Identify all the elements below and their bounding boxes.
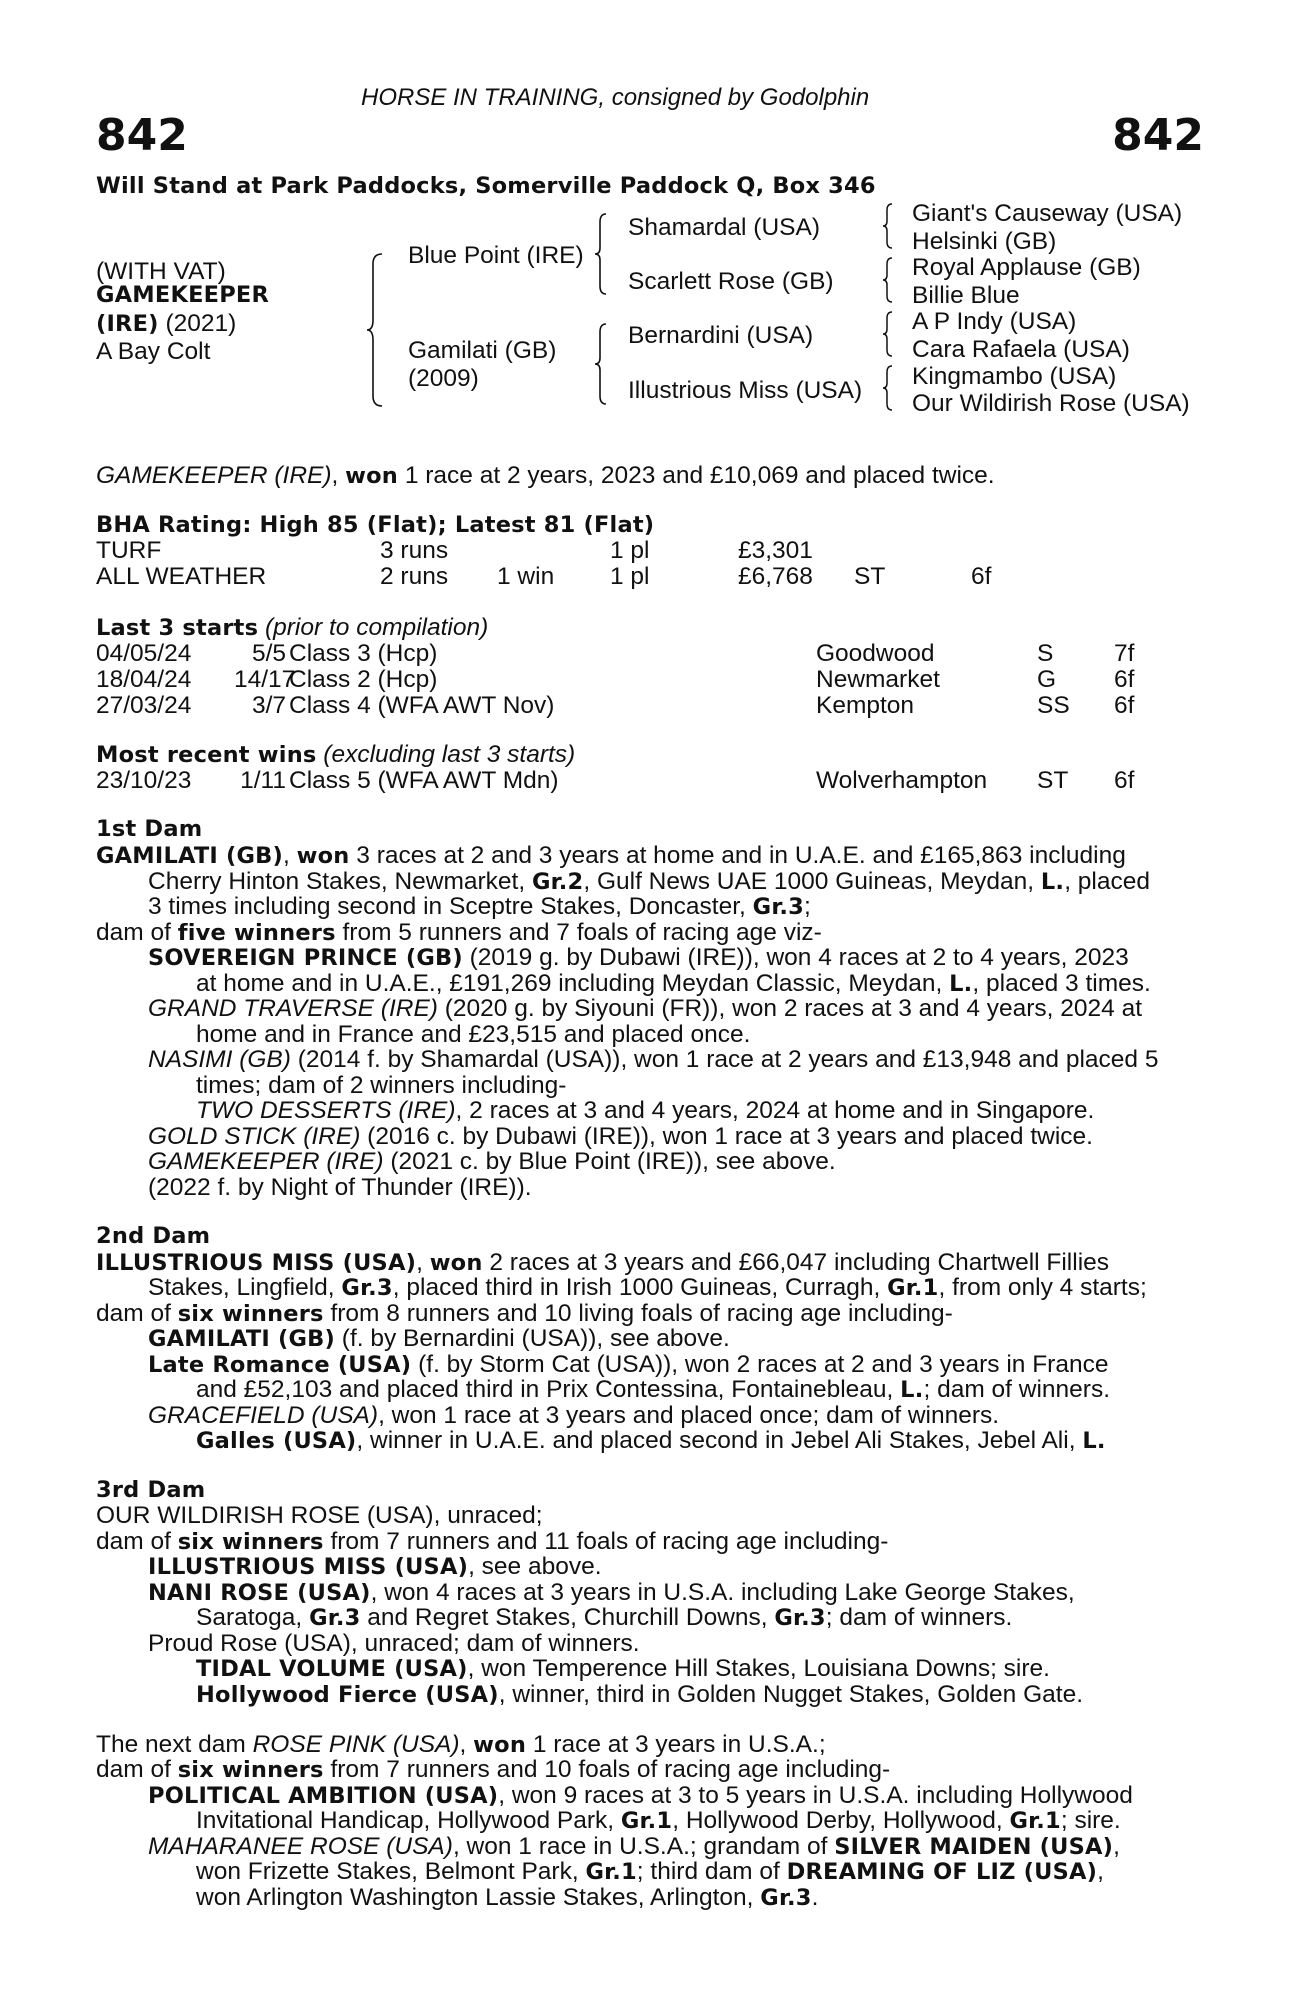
produce-entry-sub: Hollywood Fierce (USA), winner, third in Golden Nugget Stakes, Golden Gate. xyxy=(196,1681,1084,1708)
sire-name: Blue Point (IRE) xyxy=(408,242,584,269)
bha-rating: BHA Rating: High 85 (Flat); Latest 81 (Flat) xyxy=(96,512,655,538)
produce-entry-cont: home and in France and £23,515 and placed once. xyxy=(196,1021,751,1048)
start-going: S xyxy=(1037,640,1054,667)
dam-line-brace xyxy=(594,322,608,406)
third-dam-line: dam of six winners from 7 runners and 11 foals of racing age including- xyxy=(96,1528,889,1555)
horse-description: A Bay Colt xyxy=(96,338,211,365)
produce-entry: GOLD STICK (IRE) (2016 c. by Dubawi (IRE)), won 1 race at 3 years and placed twice. xyxy=(148,1123,1093,1150)
second-dam-line: Stakes, Lingfield, Gr.3, placed third in Irish 1000 Guineas, Curragh, Gr.1, from only 4 starts; xyxy=(148,1274,1147,1301)
produce-entry: SOVEREIGN PRINCE (GB) (2019 g. by Dubawi (IRE)), won 4 races at 2 to 4 years, 2023 xyxy=(148,944,1129,971)
record-going: ST xyxy=(854,563,886,590)
produce-entry: NASIMI (GB) (2014 f. by Shamardal (USA)), won 1 race at 2 years and £13,948 and placed 5 xyxy=(148,1046,1159,1073)
second-dam-line: dam of six winners from 8 runners and 10 living foals of racing age including- xyxy=(96,1300,953,1327)
horse-origin-year: (IRE) (2021) xyxy=(96,310,237,337)
start-course: Kempton xyxy=(816,692,915,719)
ds-sire: A P Indy (USA) xyxy=(912,308,1077,335)
record-runs: 2 runs xyxy=(380,563,449,590)
produce-entry: ILLUSTRIOUS MISS (USA), see above. xyxy=(148,1553,602,1580)
dd-dam: Our Wildirish Rose (USA) xyxy=(912,390,1190,417)
lot-number-right: 842 xyxy=(1112,110,1204,161)
dam-year: (2009) xyxy=(408,365,479,392)
dam-sire: Bernardini (USA) xyxy=(628,322,814,349)
recent-wins-heading: Most recent wins (excluding last 3 starts) xyxy=(96,741,576,768)
brace-dd xyxy=(882,364,894,412)
record-prize: £6,768 xyxy=(738,563,813,590)
produce-entry-sub: TIDAL VOLUME (USA), won Temperence Hill Stakes, Louisiana Downs; sire. xyxy=(196,1655,1050,1682)
produce-entry-sub: Galles (USA), winner in U.A.E. and placed second in Jebel Ali Stakes, Jebel Ali, L. xyxy=(196,1427,1106,1454)
start-position: 3/7 xyxy=(251,692,286,719)
pedigree-brace xyxy=(366,252,386,408)
ss-dam: Helsinki (GB) xyxy=(912,228,1057,255)
last3-heading: Last 3 starts (prior to compilation) xyxy=(96,614,489,641)
ss-sire: Giant's Causeway (USA) xyxy=(912,200,1183,227)
produce-entry-sub: TWO DESSERTS (IRE), 2 races at 3 and 4 years, 2024 at home and in Singapore. xyxy=(196,1097,1095,1124)
first-dam-line: dam of five winners from 5 runners and 7 foals of racing age viz- xyxy=(96,919,822,946)
start-date: 27/03/24 xyxy=(96,692,192,719)
first-dam-heading: 1st Dam xyxy=(96,816,203,842)
last3-table xyxy=(96,640,1204,720)
produce-entry-cont: at home and in U.A.E., £191,269 including Meydan Classic, Meydan, L., placed 3 times. xyxy=(196,970,1151,997)
record-placed: 1 pl xyxy=(610,537,650,564)
start-distance: 7f xyxy=(1114,640,1135,667)
produce-entry: GRACEFIELD (USA), won 1 race at 3 years and placed once; dam of winners. xyxy=(148,1402,1000,1429)
start-going: SS xyxy=(1037,692,1070,719)
produce-entry: MAHARANEE ROSE (USA), won 1 race in U.S.A.; grandam of SILVER MAIDEN (USA), xyxy=(148,1833,1120,1860)
produce-entry-cont: times; dam of 2 winners including- xyxy=(196,1072,567,1099)
produce-entry-cont: Saratoga, Gr.3 and Regret Stakes, Churchill Downs, Gr.3; dam of winners. xyxy=(196,1604,1013,1631)
produce-entry: GAMEKEEPER (IRE) (2021 c. by Blue Point (IRE)), see above. xyxy=(148,1148,836,1175)
sire-dam: Scarlett Rose (GB) xyxy=(628,268,834,295)
start-distance: 6f xyxy=(1114,666,1135,693)
first-dam-line: 3 times including second in Sceptre Stakes, Doncaster, Gr.3; xyxy=(148,893,811,920)
win-course: Wolverhampton xyxy=(816,767,988,794)
first-dam-line: GAMILATI (GB), won 3 races at 2 and 3 years at home and in U.A.E. and £165,863 including xyxy=(96,842,1126,869)
sd-dam: Billie Blue xyxy=(912,282,1020,309)
record-surface: ALL WEATHER xyxy=(96,563,267,590)
start-date: 04/05/24 xyxy=(96,640,192,667)
vat-note: (WITH VAT) xyxy=(96,258,226,285)
produce-entry: (2022 f. by Night of Thunder (IRE)). xyxy=(148,1174,532,1201)
start-class: Class 3 (Hcp) xyxy=(289,640,438,667)
brace-ds xyxy=(882,310,894,358)
lot-number-left: 842 xyxy=(96,110,188,161)
record-prize: £3,301 xyxy=(738,537,813,564)
win-date: 23/10/23 xyxy=(96,767,192,794)
produce-entry-cont: won Arlington Washington Lassie Stakes, Arlington, Gr.3. xyxy=(196,1884,819,1911)
produce-entry: Proud Rose (USA), unraced; dam of winners. xyxy=(148,1630,640,1657)
sire-sire: Shamardal (USA) xyxy=(628,214,820,241)
start-distance: 6f xyxy=(1114,692,1135,719)
race-summary: GAMEKEEPER (IRE), won 1 race at 2 years, 2023 and £10,069 and placed twice. xyxy=(96,462,995,489)
win-position: 1/11 xyxy=(240,767,286,794)
win-distance: 6f xyxy=(1114,767,1135,794)
record-distance: 6f xyxy=(971,563,992,590)
produce-entry: NANI ROSE (USA), won 4 races at 3 years in U.S.A. including Lake George Stakes, xyxy=(148,1579,1075,1606)
produce-entry: GAMILATI (GB) (f. by Bernardini (USA)), see above. xyxy=(148,1325,730,1352)
win-going: ST xyxy=(1037,767,1069,794)
produce-entry-cont: and £52,103 and placed third in Prix Contessina, Fontainebleau, L.; dam of winners. xyxy=(196,1376,1111,1403)
start-position: 5/5 xyxy=(251,640,286,667)
start-date: 18/04/24 xyxy=(96,666,192,693)
record-wins: 1 win xyxy=(497,563,555,590)
next-dam-line: dam of six winners from 7 runners and 10 foals of racing age including- xyxy=(96,1756,891,1783)
horse-name: GAMEKEEPER xyxy=(96,282,270,308)
sd-sire: Royal Applause (GB) xyxy=(912,254,1141,281)
record-placed: 1 pl xyxy=(610,563,650,590)
next-dam-line: The next dam ROSE PINK (USA), won 1 race at 3 years in U.S.A.; xyxy=(96,1731,826,1758)
start-class: Class 4 (WFA AWT Nov) xyxy=(289,692,555,719)
second-dam-line: ILLUSTRIOUS MISS (USA), won 2 races at 3 years and £66,047 including Chartwell Fillies xyxy=(96,1249,1110,1276)
third-dam-heading: 3rd Dam xyxy=(96,1477,206,1503)
sire-line-brace xyxy=(594,212,608,296)
second-dam-heading: 2nd Dam xyxy=(96,1223,211,1249)
produce-entry-cont: won Frizette Stakes, Belmont Park, Gr.1; third dam of DREAMING OF LIZ (USA), xyxy=(196,1858,1104,1885)
produce-entry-cont: Invitational Handicap, Hollywood Park, Gr.1, Hollywood Derby, Hollywood, Gr.1; sire. xyxy=(196,1807,1121,1834)
record-runs: 3 runs xyxy=(380,537,449,564)
dam-dam: Illustrious Miss (USA) xyxy=(628,377,863,404)
start-class: Class 2 (Hcp) xyxy=(289,666,438,693)
produce-entry: Late Romance (USA) (f. by Storm Cat (USA)), won 2 races at 2 and 3 years in France xyxy=(148,1351,1109,1378)
recent-wins-table xyxy=(96,767,1204,795)
start-going: G xyxy=(1037,666,1057,693)
ds-dam: Cara Rafaela (USA) xyxy=(912,336,1130,363)
stand-location: Will Stand at Park Paddocks, Somerville Paddock Q, Box 346 xyxy=(96,173,876,199)
produce-entry: GRAND TRAVERSE (IRE) (2020 g. by Siyouni (FR)), won 2 races at 3 and 4 years, 2024 at xyxy=(148,995,1143,1022)
third-dam-line: OUR WILDIRISH ROSE (USA), unraced; xyxy=(96,1502,543,1529)
produce-entry: POLITICAL AMBITION (USA), won 9 races at 3 to 5 years in U.S.A. including Hollywood xyxy=(148,1782,1133,1809)
dd-sire: Kingmambo (USA) xyxy=(912,363,1117,390)
consignment-subtitle: HORSE IN TRAINING, consigned by Godolphin xyxy=(361,84,870,111)
win-class: Class 5 (WFA AWT Mdn) xyxy=(289,767,559,794)
brace-ss xyxy=(882,202,894,250)
record-surface: TURF xyxy=(96,537,162,564)
brace-sd xyxy=(882,256,894,304)
start-course: Newmarket xyxy=(816,666,940,693)
start-position: 14/17 xyxy=(234,666,296,693)
record-table xyxy=(96,537,1204,593)
dam-name: Gamilati (GB) xyxy=(408,337,557,364)
start-course: Goodwood xyxy=(816,640,935,667)
first-dam-line: Cherry Hinton Stakes, Newmarket, Gr.2, Gulf News UAE 1000 Guineas, Meydan, L., placed xyxy=(148,868,1150,895)
